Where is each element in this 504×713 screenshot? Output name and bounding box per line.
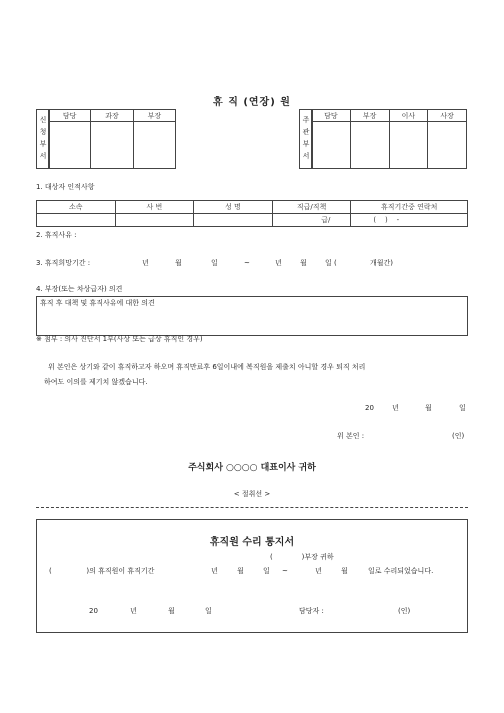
notice-date-year: 20 xyxy=(89,607,98,615)
notice-body-month-2: 월 xyxy=(341,567,348,575)
approval-left-table xyxy=(48,109,176,169)
addressee: 주식회사 ○○○○ 대표이사 귀하 xyxy=(188,463,316,473)
notice-date-y: 년 xyxy=(130,607,137,615)
section3-heading: 3. 휴직희망기간 : xyxy=(36,259,91,267)
approval-right-col: 이사 xyxy=(389,110,428,122)
notice-body-tail: 일로 수리되었습니다. xyxy=(368,567,434,575)
approval-left-col: 담당 xyxy=(49,110,91,122)
approval-right-col: 사장 xyxy=(428,110,467,122)
notice-body-day-1: 일 xyxy=(263,567,270,575)
approval-sign-cell xyxy=(312,122,351,169)
section2-heading: 2. 휴직사유 : xyxy=(36,231,77,239)
notice-title: 휴직원 수리 통지서 xyxy=(209,537,295,548)
notice-manager-label: 담당자 : xyxy=(299,607,324,615)
personal-info-cell: 급/ xyxy=(272,214,351,227)
notice-date-m: 월 xyxy=(168,607,175,615)
notice-body-year-2: 년 xyxy=(315,567,322,575)
approval-sign-cell xyxy=(428,122,467,169)
opinion-box xyxy=(36,296,468,336)
period-year-2: 년 xyxy=(275,259,282,267)
signature-seal: (인) xyxy=(452,432,465,440)
period-day-2: 일 ( xyxy=(325,259,337,267)
notice-body-open: ( xyxy=(49,567,52,575)
date-m-unit: 월 xyxy=(425,404,432,412)
pledge-line-2: 하여도 이의를 제기치 않겠습니다. xyxy=(44,378,148,386)
approval-left-side-char: 신 xyxy=(39,116,47,124)
personal-info-header: 성 명 xyxy=(194,201,273,214)
period-month-1: 월 xyxy=(175,259,182,267)
approval-right-side-char: 서 xyxy=(302,152,310,160)
approval-left-col: 부장 xyxy=(133,110,175,122)
period-months: 개월간) xyxy=(370,259,394,267)
opinion-box-label: 휴직 후 대책 및 휴직사유에 대한 의견 xyxy=(40,299,155,307)
period-month-2: 월 xyxy=(300,259,307,267)
approval-sign-cell xyxy=(91,122,133,169)
approval-right-side-char: 주 xyxy=(302,116,310,124)
personal-info-cell xyxy=(115,214,194,227)
notice-box xyxy=(36,519,468,633)
date-d-unit: 일 xyxy=(459,404,466,412)
approval-left-side-char: 서 xyxy=(39,152,47,160)
approval-right-table xyxy=(311,109,467,169)
approval-right-side-char: 관 xyxy=(302,128,310,136)
approval-right-col: 부장 xyxy=(350,110,389,122)
period-day-1: 일 xyxy=(211,259,218,267)
section4-heading: 4. 부장(또는 차상급자) 의견 xyxy=(36,285,123,293)
approval-right-col: 담당 xyxy=(312,110,351,122)
personal-info-cell xyxy=(37,214,116,227)
personal-info-cell: ( ) - xyxy=(351,214,468,227)
notice-body-tilde: ~ xyxy=(282,567,288,575)
personal-info-header: 직급/직책 xyxy=(272,201,351,214)
notice-to-line: ( )부장 귀하 xyxy=(270,553,334,561)
approval-left-side-char: 부 xyxy=(39,140,47,148)
notice-body-month-1: 월 xyxy=(237,567,244,575)
personal-info-cell xyxy=(194,214,273,227)
date-y-unit: 년 xyxy=(392,404,399,412)
notice-date-d: 일 xyxy=(205,607,212,615)
approval-left-col: 과장 xyxy=(91,110,133,122)
notice-body-name: )의 휴직원이 휴직기간 xyxy=(53,567,155,575)
period-year-1: 년 xyxy=(142,259,149,267)
approval-right-side-char: 부 xyxy=(302,140,310,148)
notice-body-year-1: 년 xyxy=(211,567,218,575)
approval-sign-cell xyxy=(49,122,91,169)
pledge-line-1: 위 본인은 상기와 같이 휴직하고자 하오며 휴직만료후 6일이내에 복직원을 제출치 아니할 경우 퇴직 처리 xyxy=(48,363,366,371)
personal-info-header: 소속 xyxy=(37,201,116,214)
approval-sign-cell xyxy=(133,122,175,169)
cut-line xyxy=(36,507,468,508)
personal-info-header: 휴직기간중 연락처 xyxy=(351,201,468,214)
personal-info-header: 사 번 xyxy=(115,201,194,214)
approval-sign-cell xyxy=(389,122,428,169)
attachment-note: ※ 첨부 : 의사 진단서 1부(사상 또는 급상 휴직인 경우) xyxy=(36,335,203,343)
date-year: 20 xyxy=(365,404,374,412)
page-title: 휴 직 (연장) 원 xyxy=(213,97,291,108)
cut-line-label: < 절취선 > xyxy=(233,490,271,498)
personal-info-table xyxy=(36,200,468,227)
notice-seal: (인) xyxy=(398,607,411,615)
signature-label: 위 본인 : xyxy=(337,432,365,440)
section1-heading: 1. 대상자 인적사항 xyxy=(36,183,95,191)
approval-sign-cell xyxy=(350,122,389,169)
approval-left-side-char: 청 xyxy=(39,128,47,136)
period-tilde: ~ xyxy=(244,259,250,267)
